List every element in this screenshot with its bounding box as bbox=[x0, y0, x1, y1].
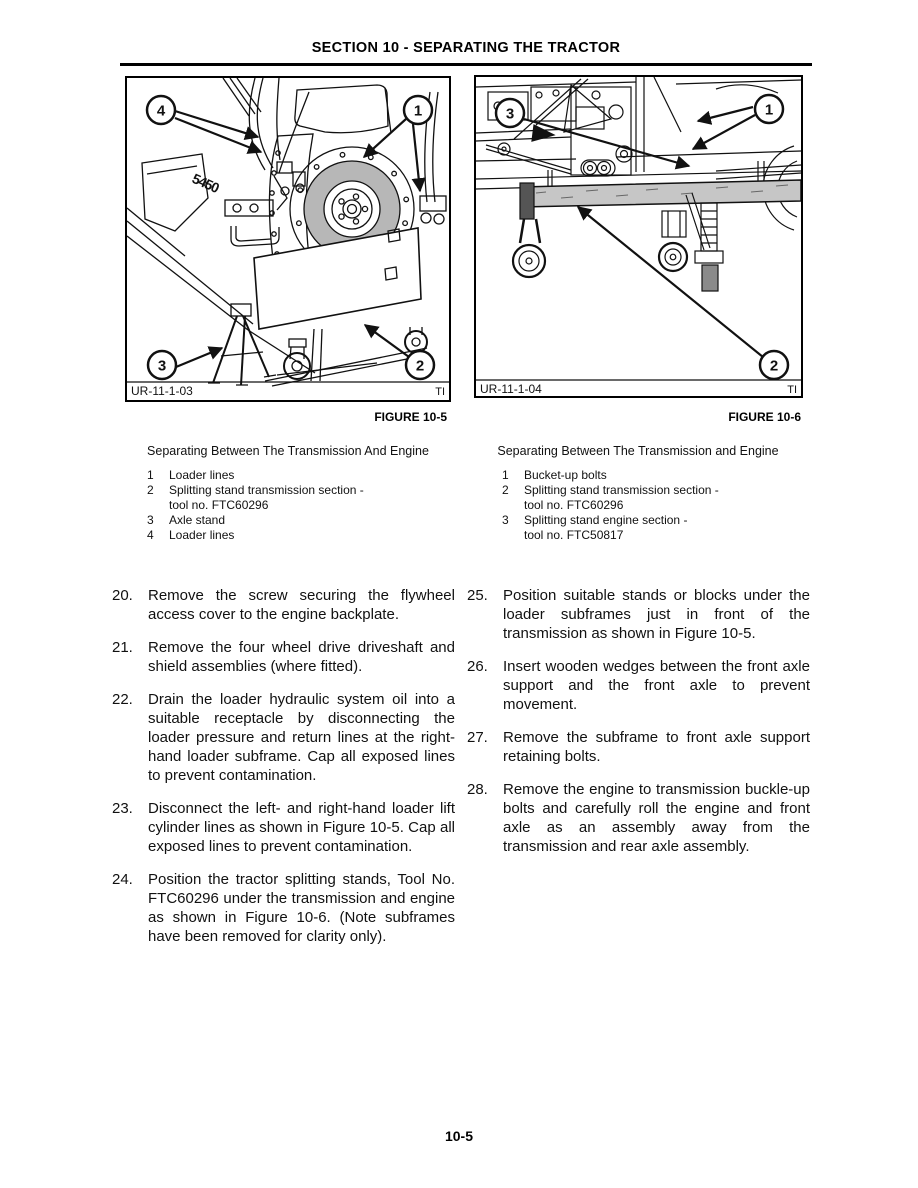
procedure-step bbox=[112, 586, 455, 624]
splitting-stand-drawing bbox=[476, 77, 801, 291]
legend-item-text: tool no. FTC60296 bbox=[524, 498, 624, 512]
figure-10-5-image bbox=[125, 76, 451, 402]
legend-item-text: Loader lines bbox=[169, 468, 235, 482]
callout-2-number: 2 bbox=[769, 357, 779, 375]
step-text: Remove the screw securing the flywheel access cover to the engine backplate. bbox=[148, 587, 455, 623]
callout-3-number: 3 bbox=[505, 105, 515, 123]
figure-label-strip bbox=[127, 382, 449, 398]
legend-item-number: 3 bbox=[147, 513, 154, 527]
step-text: Insert wooden wedges between the front axle support and the front axle to prevent movement. bbox=[503, 658, 810, 713]
procedure-step bbox=[112, 638, 455, 676]
step-number: 26. bbox=[467, 658, 488, 675]
step-text: Remove the subframe to front axle support retaining bolts. bbox=[503, 729, 810, 765]
step-text: Position the tractor splitting stands, Tool No. FTC60296 under the transmission and engine as shown in Figure 10-6. (Note subframes have been removed for clarity only). bbox=[148, 871, 455, 945]
figure-10-6-image bbox=[474, 75, 803, 398]
procedure-steps-right bbox=[467, 586, 810, 870]
step-number: 27. bbox=[467, 729, 488, 746]
callout-2-number: 2 bbox=[415, 357, 425, 375]
figure-ref-code: UR-11-1-04 bbox=[480, 382, 542, 396]
legend-item bbox=[147, 483, 452, 513]
figure-10-6-legend bbox=[502, 468, 807, 543]
figure-credit: TI bbox=[435, 386, 445, 398]
section-title: SECTION 10 - SEPARATING THE TRACTOR bbox=[311, 40, 621, 56]
legend-item-text: tool no. FTC60296 bbox=[169, 498, 269, 512]
legend-item bbox=[502, 483, 807, 513]
procedure-step bbox=[467, 780, 810, 856]
legend-item-text: Splitting stand engine section - bbox=[524, 513, 688, 527]
figure-credit: TI bbox=[787, 384, 797, 396]
step-number: 28. bbox=[467, 781, 488, 798]
legend-item bbox=[147, 528, 452, 543]
tractor-engine-drawing bbox=[127, 78, 446, 386]
legend-item-text: Splitting stand transmission section - bbox=[169, 483, 364, 497]
legend-item-text: Axle stand bbox=[169, 513, 226, 527]
step-number: 25. bbox=[467, 587, 488, 604]
procedure-step bbox=[467, 657, 810, 714]
legend-item-text: Bucket-up bolts bbox=[524, 468, 607, 482]
legend-item-number: 2 bbox=[502, 483, 509, 497]
figure-10-5-legend bbox=[147, 468, 452, 543]
legend-item bbox=[147, 513, 452, 528]
procedure-steps-left bbox=[112, 586, 455, 960]
step-number: 23. bbox=[112, 800, 133, 817]
figure-10-6-drawing bbox=[476, 77, 801, 396]
figure-10-6-caption: Separating Between The Transmission and Engine bbox=[497, 444, 779, 458]
legend-item-number: 2 bbox=[147, 483, 154, 497]
step-number: 24. bbox=[112, 871, 133, 888]
header-rule bbox=[120, 63, 812, 66]
legend-item bbox=[147, 468, 452, 483]
step-number: 21. bbox=[112, 639, 133, 656]
legend-item bbox=[502, 513, 807, 543]
procedure-step bbox=[112, 870, 455, 946]
legend-item-text: Loader lines bbox=[169, 528, 235, 542]
procedure-step bbox=[467, 728, 810, 766]
callout-3-number: 3 bbox=[157, 357, 167, 375]
callout-1-number: 1 bbox=[413, 102, 423, 120]
step-text: Disconnect the left- and right-hand loader lift cylinder lines as shown in Figure 10-5. Cap all exposed lines to prevent contamination. bbox=[148, 800, 455, 855]
figure-10-5-label: FIGURE 10-5 bbox=[374, 410, 447, 424]
step-text: Drain the loader hydraulic system oil into a suitable receptacle by disconnecting the loader pressure and return lines at the right-hand loader subframe. Cap all exposed lines to prevent contamination. bbox=[148, 691, 455, 784]
legend-item-number: 1 bbox=[147, 468, 154, 482]
figure-ref-code: UR-11-1-03 bbox=[131, 384, 193, 398]
procedure-step bbox=[112, 799, 455, 856]
step-number: 20. bbox=[112, 587, 133, 604]
tractor-model-text: 5450 bbox=[189, 170, 222, 196]
legend-item-number: 4 bbox=[147, 528, 154, 542]
callout-1-number: 1 bbox=[764, 101, 774, 119]
procedure-step bbox=[112, 690, 455, 785]
legend-item bbox=[502, 468, 807, 483]
step-text: Remove the engine to transmission buckle-up bolts and carefully roll the engine and front axle as an assembly away from the transmission and rear axle assembly. bbox=[503, 781, 810, 855]
legend-item-number: 3 bbox=[502, 513, 509, 527]
figure-10-5-caption: Separating Between The Transmission And Engine bbox=[147, 444, 429, 458]
step-number: 22. bbox=[112, 691, 133, 708]
step-text: Position suitable stands or blocks under the loader subframes just in front of the transmission as shown in Figure 10-5. bbox=[503, 587, 810, 642]
procedure-step bbox=[467, 586, 810, 643]
figure-10-5-drawing bbox=[127, 78, 449, 400]
legend-item-number: 1 bbox=[502, 468, 509, 482]
legend-item-text: Splitting stand transmission section - bbox=[524, 483, 719, 497]
step-text: Remove the four wheel drive driveshaft and shield assemblies (where fitted). bbox=[148, 639, 455, 675]
callout-4-number: 4 bbox=[156, 102, 166, 120]
figure-label-strip bbox=[476, 380, 801, 396]
figure-10-6-label: FIGURE 10-6 bbox=[728, 410, 801, 424]
page-number: 10-5 bbox=[444, 1128, 474, 1144]
legend-item-text: tool no. FTC50817 bbox=[524, 528, 624, 542]
